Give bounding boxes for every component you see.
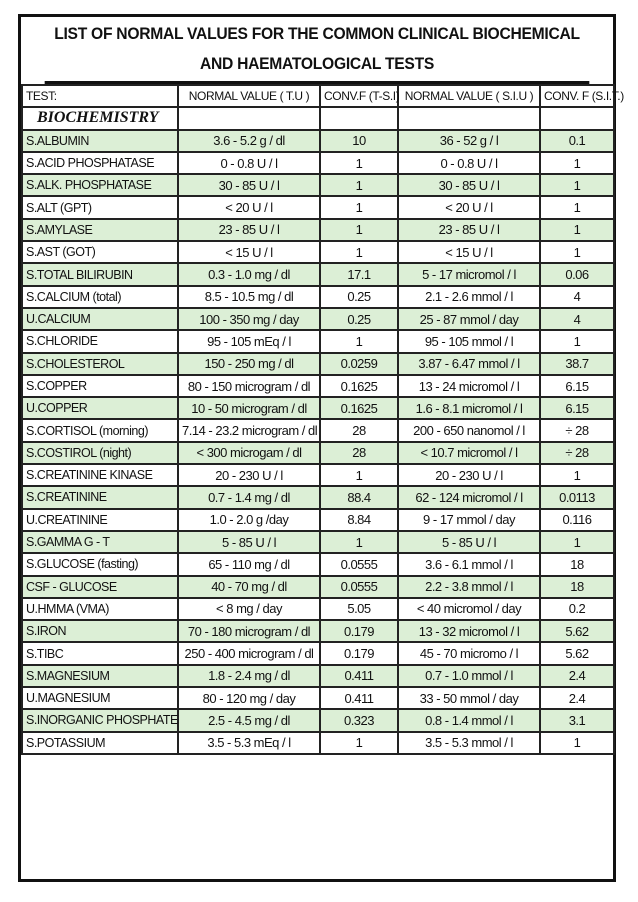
normal-value-siu-cell: 1.6 - 8.1 micromol / l: [398, 397, 540, 419]
table-row: [22, 442, 614, 464]
conv-factor-t-si-cell: 88.4: [320, 486, 398, 508]
normal-value-siu-cell: 9 - 17 mmol / day: [398, 509, 540, 531]
normal-value-siu-cell: 36 - 52 g / l: [398, 130, 540, 152]
conv-factor-t-si-cell: 0.179: [320, 642, 398, 664]
test-name-cell: S.CALCIUM (total): [22, 286, 178, 308]
table-row: [22, 709, 614, 731]
normal-value-siu-cell: 3.5 - 5.3 mmol / l: [398, 732, 540, 754]
conv-factor-t-si-cell: 0.0259: [320, 353, 398, 375]
header-conv-f-sit: CONV. F (S.I.T.): [540, 85, 614, 107]
table-row: [22, 219, 614, 241]
table-row: [22, 375, 614, 397]
normal-value-siu-cell: 33 - 50 mmol / day: [398, 687, 540, 709]
conv-factor-si-t-cell: 1: [540, 531, 614, 553]
conv-factor-t-si-cell: 0.411: [320, 687, 398, 709]
header-conv-f-t-si: CONV.F (T-S.I): [320, 85, 398, 107]
conv-factor-si-t-cell: 18: [540, 553, 614, 575]
conv-factor-t-si-cell: 0.25: [320, 308, 398, 330]
normal-value-tu-cell: 8.5 - 10.5 mg / dl: [178, 286, 320, 308]
conv-factor-t-si-cell: 1: [320, 152, 398, 174]
normal-value-tu-cell: 150 - 250 mg / dl: [178, 353, 320, 375]
conv-factor-t-si-cell: 1: [320, 174, 398, 196]
normal-value-tu-cell: 80 - 150 microgram / dl: [178, 375, 320, 397]
conv-factor-t-si-cell: 0.1625: [320, 397, 398, 419]
test-name-cell: U.HMMA (VMA): [22, 598, 178, 620]
normal-value-tu-cell: 0.7 - 1.4 mg / dl: [178, 486, 320, 508]
conv-factor-t-si-cell: 5.05: [320, 598, 398, 620]
normal-value-tu-cell: 23 - 85 U / l: [178, 219, 320, 241]
test-name-cell: S.CREATININE: [22, 486, 178, 508]
conv-factor-t-si-cell: 8.84: [320, 509, 398, 531]
test-name-cell: S.AST (GOT): [22, 241, 178, 263]
conv-factor-t-si-cell: 0.411: [320, 665, 398, 687]
test-name-cell: S.COPPER: [22, 375, 178, 397]
table-row: [22, 241, 614, 263]
normal-value-tu-cell: < 8 mg / day: [178, 598, 320, 620]
table-row: [22, 174, 614, 196]
table-row: [22, 130, 614, 152]
conv-factor-si-t-cell: 4: [540, 308, 614, 330]
test-name-cell: S.ALK. PHOSPHATASE: [22, 174, 178, 196]
conv-factor-si-t-cell: 2.4: [540, 665, 614, 687]
normal-value-siu-cell: 45 - 70 micromo / l: [398, 642, 540, 664]
normal-value-tu-cell: < 20 U / l: [178, 196, 320, 218]
normal-value-siu-cell: 25 - 87 mmol / day: [398, 308, 540, 330]
test-name-cell: U.CALCIUM: [22, 308, 178, 330]
conv-factor-si-t-cell: 5.62: [540, 642, 614, 664]
table-row: [22, 509, 614, 531]
normal-value-tu-cell: 3.6 - 5.2 g / dl: [178, 130, 320, 152]
test-name-cell: S.CHLORIDE: [22, 330, 178, 352]
table-row: [22, 665, 614, 687]
conv-factor-t-si-cell: 28: [320, 442, 398, 464]
table-row: [22, 353, 614, 375]
normal-value-siu-cell: 20 - 230 U / l: [398, 464, 540, 486]
table-row: [22, 263, 614, 285]
normal-value-tu-cell: 95 - 105 mEq / l: [178, 330, 320, 352]
normal-value-siu-cell: 5 - 17 micromol / l: [398, 263, 540, 285]
test-name-cell: U.CREATININE: [22, 509, 178, 531]
conv-factor-si-t-cell: 6.15: [540, 375, 614, 397]
normal-value-tu-cell: 5 - 85 U / l: [178, 531, 320, 553]
test-name-cell: U.COPPER: [22, 397, 178, 419]
table-row: [22, 196, 614, 218]
normal-value-tu-cell: 100 - 350 mg / day: [178, 308, 320, 330]
normal-value-tu-cell: 20 - 230 U / l: [178, 464, 320, 486]
table-row: [22, 598, 614, 620]
title-line-1: LIST OF NORMAL VALUES FOR THE COMMON CLINICAL BIOCHEMICAL: [54, 24, 580, 43]
conv-factor-si-t-cell: 1: [540, 219, 614, 241]
conv-factor-si-t-cell: 0.1: [540, 130, 614, 152]
normal-value-siu-cell: 62 - 124 micromol / l: [398, 486, 540, 508]
test-name-cell: S.GLUCOSE (fasting): [22, 553, 178, 575]
normal-value-tu-cell: 70 - 180 microgram / dl: [178, 620, 320, 642]
normal-value-tu-cell: 7.14 - 23.2 microgram / dl: [178, 419, 320, 441]
test-name-cell: S.GAMMA G - T: [22, 531, 178, 553]
test-name-cell: S.CORTISOL (morning): [22, 419, 178, 441]
document-title: [45, 17, 590, 84]
normal-value-siu-cell: 200 - 650 nanomol / l: [398, 419, 540, 441]
conv-factor-si-t-cell: 38.7: [540, 353, 614, 375]
normal-value-siu-cell: 13 - 24 micromol / l: [398, 375, 540, 397]
normal-value-siu-cell: 2.2 - 3.8 mmol / l: [398, 576, 540, 598]
section-label: BIOCHEMISTRY: [22, 107, 178, 129]
conv-factor-t-si-cell: 0.1625: [320, 375, 398, 397]
normal-value-siu-cell: < 15 U / l: [398, 241, 540, 263]
test-name-cell: S.CREATININE KINASE: [22, 464, 178, 486]
conv-factor-si-t-cell: 1: [540, 241, 614, 263]
normal-value-siu-cell: 0.8 - 1.4 mmol / l: [398, 709, 540, 731]
test-name-cell: S.POTASSIUM: [22, 732, 178, 754]
conv-factor-si-t-cell: 1: [540, 464, 614, 486]
section-empty-cell: [398, 107, 540, 129]
test-name-cell: S.ACID PHOSPHATASE: [22, 152, 178, 174]
header-test: TEST:: [22, 85, 178, 107]
table-row: [22, 152, 614, 174]
test-name-cell: S.ALBUMIN: [22, 130, 178, 152]
table-row: [22, 531, 614, 553]
conv-factor-t-si-cell: 0.179: [320, 620, 398, 642]
test-name-cell: S.TOTAL BILIRUBIN: [22, 263, 178, 285]
normal-value-siu-cell: 2.1 - 2.6 mmol / l: [398, 286, 540, 308]
section-empty-cell: [320, 107, 398, 129]
normal-value-siu-cell: < 20 U / l: [398, 196, 540, 218]
test-name-cell: S.TIBC: [22, 642, 178, 664]
table-row: [22, 308, 614, 330]
normal-value-tu-cell: 1.8 - 2.4 mg / dl: [178, 665, 320, 687]
normal-value-tu-cell: 40 - 70 mg / dl: [178, 576, 320, 598]
conv-factor-si-t-cell: 2.4: [540, 687, 614, 709]
conv-factor-si-t-cell: ÷ 28: [540, 442, 614, 464]
conv-factor-t-si-cell: 1: [320, 732, 398, 754]
normal-value-siu-cell: 30 - 85 U / l: [398, 174, 540, 196]
normal-value-tu-cell: 10 - 50 microgram / dl: [178, 397, 320, 419]
conv-factor-si-t-cell: 4: [540, 286, 614, 308]
conv-factor-t-si-cell: 1: [320, 531, 398, 553]
normal-value-tu-cell: < 300 microgam / dl: [178, 442, 320, 464]
section-empty-cell: [540, 107, 614, 129]
conv-factor-si-t-cell: 0.116: [540, 509, 614, 531]
conv-factor-si-t-cell: 1: [540, 196, 614, 218]
normal-value-siu-cell: 0.7 - 1.0 mmol / l: [398, 665, 540, 687]
normal-value-siu-cell: 23 - 85 U / l: [398, 219, 540, 241]
conv-factor-t-si-cell: 1: [320, 241, 398, 263]
conv-factor-t-si-cell: 1: [320, 219, 398, 241]
conv-factor-si-t-cell: 1: [540, 732, 614, 754]
conv-factor-t-si-cell: 1: [320, 330, 398, 352]
table-row: [22, 620, 614, 642]
conv-factor-si-t-cell: 5.62: [540, 620, 614, 642]
normal-value-tu-cell: 1.0 - 2.0 g /day: [178, 509, 320, 531]
normal-value-siu-cell: 3.87 - 6.47 mmol / l: [398, 353, 540, 375]
normal-value-siu-cell: 3.6 - 6.1 mmol / l: [398, 553, 540, 575]
normal-value-siu-cell: 0 - 0.8 U / l: [398, 152, 540, 174]
normal-value-tu-cell: 3.5 - 5.3 mEq / l: [178, 732, 320, 754]
table-row: [22, 486, 614, 508]
section-empty-cell: [178, 107, 320, 129]
conv-factor-si-t-cell: 6.15: [540, 397, 614, 419]
test-name-cell: CSF - GLUCOSE: [22, 576, 178, 598]
table-row: [22, 464, 614, 486]
table-row: [22, 732, 614, 754]
section-row: [22, 107, 614, 129]
test-name-cell: S.ALT (GPT): [22, 196, 178, 218]
normal-value-siu-cell: 13 - 32 micromol / l: [398, 620, 540, 642]
normal-value-siu-cell: 95 - 105 mmol / l: [398, 330, 540, 352]
table-row: [22, 419, 614, 441]
conv-factor-si-t-cell: 0.2: [540, 598, 614, 620]
table-row: [22, 687, 614, 709]
normal-value-tu-cell: 65 - 110 mg / dl: [178, 553, 320, 575]
conv-factor-t-si-cell: 10: [320, 130, 398, 152]
conv-factor-t-si-cell: 1: [320, 196, 398, 218]
normal-values-sheet: [18, 14, 624, 882]
test-name-cell: S.IRON: [22, 620, 178, 642]
conv-factor-si-t-cell: 18: [540, 576, 614, 598]
normal-value-tu-cell: < 15 U / l: [178, 241, 320, 263]
test-name-cell: S.INORGANIC PHOSPHATE: [22, 709, 178, 731]
test-name-cell: S.MAGNESIUM: [22, 665, 178, 687]
header-normal-value-siu: NORMAL VALUE ( S.I.U ): [398, 85, 540, 107]
normal-value-tu-cell: 80 - 120 mg / day: [178, 687, 320, 709]
conv-factor-t-si-cell: 1: [320, 464, 398, 486]
conv-factor-si-t-cell: ÷ 28: [540, 419, 614, 441]
normal-value-tu-cell: 0 - 0.8 U / l: [178, 152, 320, 174]
conv-factor-t-si-cell: 0.0555: [320, 576, 398, 598]
normal-value-tu-cell: 30 - 85 U / l: [178, 174, 320, 196]
conv-factor-si-t-cell: 0.0113: [540, 486, 614, 508]
conv-factor-si-t-cell: 1: [540, 174, 614, 196]
header-row: [22, 85, 614, 107]
normal-value-siu-cell: < 10.7 micromol / l: [398, 442, 540, 464]
normal-value-siu-cell: < 40 micromol / day: [398, 598, 540, 620]
table-row: [22, 642, 614, 664]
conv-factor-si-t-cell: 3.1: [540, 709, 614, 731]
test-name-cell: S.AMYLASE: [22, 219, 178, 241]
conv-factor-t-si-cell: 0.25: [320, 286, 398, 308]
table-row: [22, 553, 614, 575]
normal-value-tu-cell: 250 - 400 microgram / dl: [178, 642, 320, 664]
normal-value-tu-cell: 0.3 - 1.0 mg / dl: [178, 263, 320, 285]
conv-factor-si-t-cell: 0.06: [540, 263, 614, 285]
conv-factor-si-t-cell: 1: [540, 152, 614, 174]
table-row: [22, 397, 614, 419]
conv-factor-si-t-cell: 1: [540, 330, 614, 352]
conv-factor-t-si-cell: 0.0555: [320, 553, 398, 575]
title-line-2: AND HAEMATOLOGICAL TESTS: [199, 54, 435, 73]
test-name-cell: S.COSTIROL (night): [22, 442, 178, 464]
conv-factor-t-si-cell: 0.323: [320, 709, 398, 731]
conv-factor-t-si-cell: 17.1: [320, 263, 398, 285]
normal-values-table: [21, 84, 624, 755]
normal-value-siu-cell: 5 - 85 U / l: [398, 531, 540, 553]
test-name-cell: U.MAGNESIUM: [22, 687, 178, 709]
table-row: [22, 286, 614, 308]
normal-value-tu-cell: 2.5 - 4.5 mg / dl: [178, 709, 320, 731]
header-normal-value-tu: NORMAL VALUE ( T.U ): [178, 85, 320, 107]
table-row: [22, 330, 614, 352]
conv-factor-t-si-cell: 28: [320, 419, 398, 441]
test-name-cell: S.CHOLESTEROL: [22, 353, 178, 375]
table-row: [22, 576, 614, 598]
